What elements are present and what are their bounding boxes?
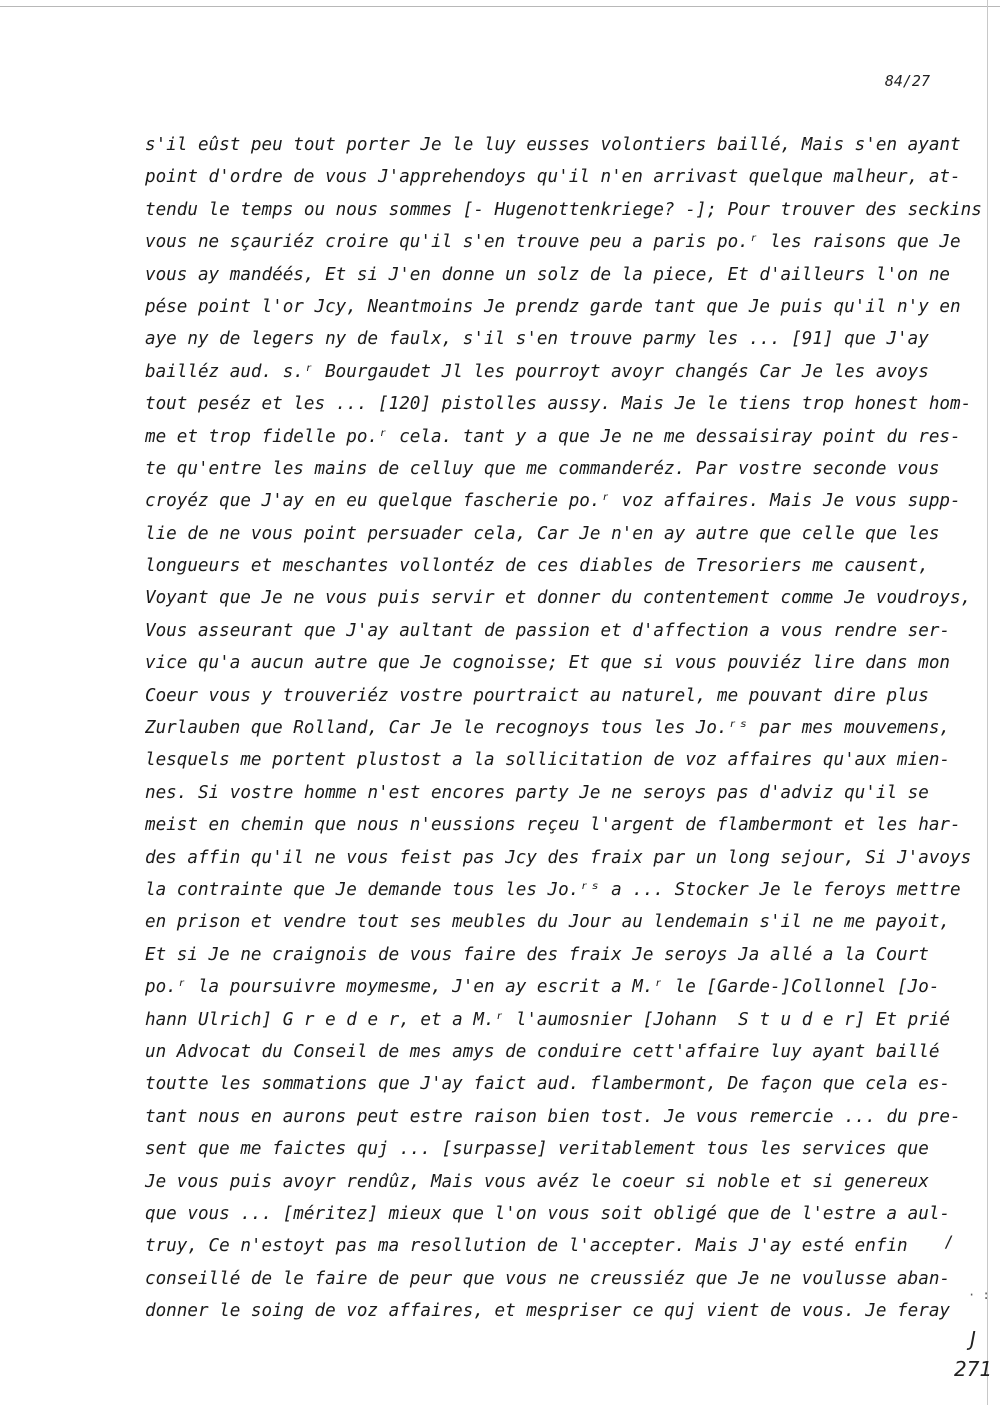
text-line: tendu le temps ou nous sommes [- Hugenottenkriege? -]; Pour trouver des seckins (145, 199, 982, 220)
text-line: vous ne sçauriéz croire qu'il s'en trouve peu a paris po.ʳ les raisons que Je (145, 232, 961, 253)
text-line: tout peséz et les ... [120] pistolles aussy. Mais Je le tiens trop honest hom- (145, 394, 972, 415)
text-line: lie de ne vous point persuader cela, Car Je n'en ay autre que celle que les (145, 523, 940, 544)
handwritten-archive-note (948, 1320, 998, 1390)
text-line: meist en chemin que nous n'eussions reçeu l'argent de flambermont et les har- (145, 815, 961, 836)
handwritten-note-bottom: 271 (954, 1357, 993, 1381)
text-line: me et trop fidelle po.ʳ cela. tant y a que Je ne me dessaisiray point du res- (145, 426, 961, 447)
text-line: un Advocat du Conseil de mes amys de conduire cett'affaire luy ayant baillé (145, 1041, 940, 1062)
text-line: vice qu'a aucun autre que Je cognoisse; Et que si vous pouviéz lire dans mon (145, 653, 951, 674)
page-top-edge (0, 6, 1000, 7)
text-line: en prison et vendre tout ses meubles du Jour au lendemain s'il ne me payoit, (145, 912, 951, 933)
text-line: conseillé de le faire de peur que vous ne creussiéz que Je ne voulusse aban- (145, 1268, 951, 1289)
text-line: toutte les sommations que J'ay faict aud. flambermont, De façon que cela es- (145, 1074, 951, 1095)
text-line: donner le soing de voz affaires, et mespriser ce quj vient de vous. Je feray (145, 1301, 951, 1322)
text-line: s'il eûst peu tout porter Je le luy eusses volontiers baillé, Mais s'en ayant (145, 135, 961, 155)
text-line: croyéz que J'ay en eu quelque fascherie po.ʳ voz affaires. Mais Je vous supp- (145, 491, 961, 512)
letter-body (145, 129, 982, 1327)
stamp-dots: · : (968, 1288, 990, 1302)
page-right-edge (987, 0, 988, 1405)
text-line: Zurlauben que Rolland, Car Je le recognoys tous les Jo.ʳˢ par mes mouvemens, (145, 718, 951, 739)
text-line: tant nous en aurons peut estre raison bien tost. Je vous remercie ... du pre- (145, 1106, 961, 1127)
text-line: longueurs et meschantes vollontéz de ces diables de Tresoriers me causent, (145, 556, 929, 577)
folio-number: 84/27 (884, 72, 930, 90)
handwritten-note-top: J (970, 1327, 976, 1351)
text-line: lesquels me portent plustost a la sollicitation de voz affaires qu'aux mien- (145, 750, 951, 771)
text-line: sent que me faictes quj ... [surpasse] veritablement tous les services que (145, 1139, 929, 1160)
text-line: te qu'entre les mains de celluy que me commanderéz. Par vostre seconde vous (145, 458, 940, 479)
text-line: point d'ordre de vous J'apprehendoys qu'il n'en arrivast quelque malheur, at- (145, 167, 961, 188)
text-line: la contrainte que Je demande tous les Jo.ʳˢ a ... Stocker Je le feroys mettre (145, 879, 961, 900)
text-line: Voyant que Je ne vous puis servir et donner du contentement comme Je voudroys, (145, 588, 972, 609)
margin-mark: / (944, 1232, 954, 1251)
text-line: aye ny de legers ny de faulx, s'il s'en trouve parmy les ... [91] que J'ay (145, 329, 929, 350)
text-line: bailléz aud. s.ʳ Bourgaudet Jl les pourroyt avoyr changés Car Je les avoys (145, 361, 929, 382)
text-line: pése point l'or Jcy, Neantmoins Je prendz garde tant que Je puis qu'il n'y en (145, 296, 961, 317)
text-line: vous ay mandéés, Et si J'en donne un solz de la piece, Et d'ailleurs l'on ne (145, 264, 951, 285)
text-line: Vous asseurant que J'ay aultant de passion et d'affection a vous rendre ser- (145, 620, 951, 641)
text-line: Et si Je ne craignois de vous faire des fraix Je seroys Ja allé a la Court (145, 944, 929, 965)
text-line: hann Ulrich] G r e d e r, et a M.ʳ l'aumosnier [Johann S t u d e r] Et prié (145, 1009, 951, 1030)
text-line: des affin qu'il ne vous feist pas Jcy des fraix par un long sejour, Si J'avoys (145, 847, 972, 868)
text-line: po.ʳ la poursuivre moymesme, J'en ay escrit a M.ʳ le [Garde-]Collonnel [Jo- (145, 977, 940, 998)
text-line: truy, Ce n'estoyt pas ma resollution de l'accepter. Mais J'ay esté enfin (145, 1236, 908, 1257)
text-line: Coeur vous y trouveriéz vostre pourtraict au naturel, me pouvant dire plus (145, 685, 929, 706)
text-line: que vous ... [méritez] mieux que l'on vous soit obligé que de l'estre a aul- (145, 1203, 951, 1224)
text-line: nes. Si vostre homme n'est encores party Je ne seroys pas d'adviz qu'il se (145, 782, 929, 803)
text-line: Je vous puis avoyr rendûz, Mais vous avéz le coeur si noble et si genereux (145, 1171, 929, 1192)
